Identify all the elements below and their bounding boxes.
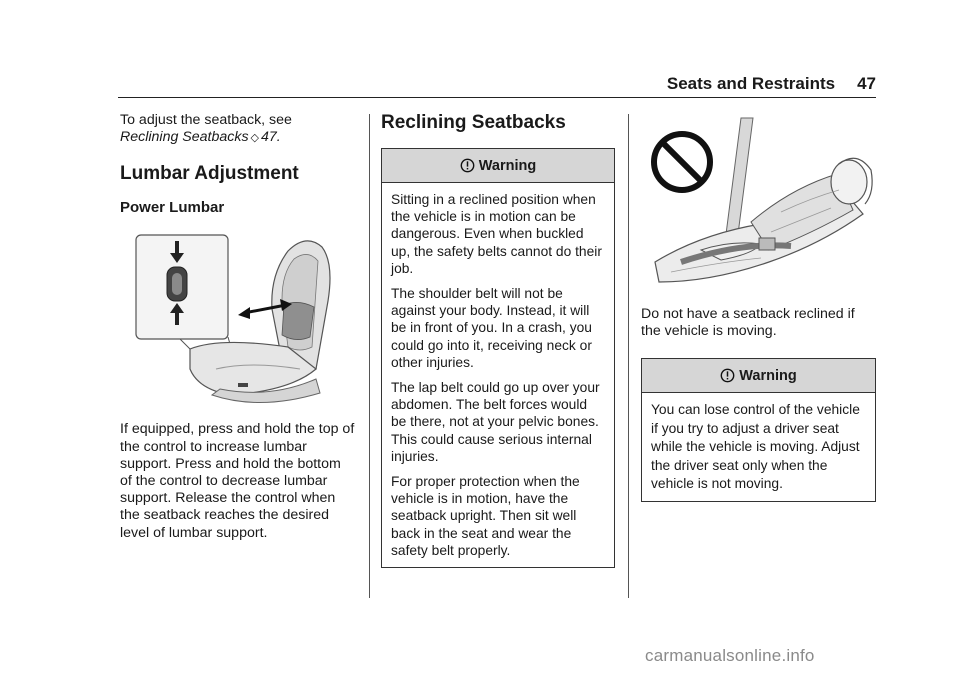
warning-box bbox=[641, 358, 876, 502]
warning-box bbox=[381, 148, 615, 568]
column-1 bbox=[120, 112, 356, 542]
power-lumbar-figure bbox=[120, 229, 356, 411]
warning-header bbox=[382, 149, 614, 183]
page-number: 47 bbox=[857, 74, 876, 93]
column-3 bbox=[641, 112, 876, 502]
intro-text: To adjust the seatback, see bbox=[120, 112, 292, 128]
cross-reference-link[interactable]: Reclining Seatbacks bbox=[120, 129, 249, 146]
warning-paragraph: The shoulder belt will not be against your body. Instead, it will be in front of you. In a crash, you could go into it, receiving neck or other injuries. bbox=[391, 286, 592, 370]
warning-paragraph: For proper protection when the vehicle is in motion, have the seatback upright. Then sit well back in the seat and wear the safety belt properly. bbox=[391, 474, 580, 558]
reclined-occupant-figure bbox=[641, 112, 876, 292]
warning-body bbox=[642, 393, 875, 501]
warning-paragraph: You can lose control of the vehicle if you try to adjust a driver seat while the vehicle is moving. Adjust the driver seat only when the vehicle is not moving. bbox=[651, 402, 860, 492]
lumbar-instructions: If equipped, press and hold the top of the control to increase lumbar support. Press and hold the bottom of the control to decrease lumbar support. Release the control when the seatback reaches the desired level of lumbar support. bbox=[120, 421, 355, 541]
cross-reference-page[interactable]: 47. bbox=[261, 129, 281, 146]
warning-body bbox=[382, 183, 614, 567]
warning-title: Warning bbox=[739, 367, 797, 384]
section-title: Seats and Restraints bbox=[666, 74, 836, 93]
heading-reclining-seatbacks: Reclining Seatbacks bbox=[381, 112, 566, 133]
site-watermark: carmanualsonline.info bbox=[645, 646, 815, 665]
column-divider bbox=[369, 114, 370, 598]
page-reference-icon: ◇ bbox=[250, 132, 260, 145]
warning-header bbox=[642, 359, 875, 393]
warning-title: Warning bbox=[478, 157, 537, 174]
intro-paragraph bbox=[120, 112, 356, 147]
warning-paragraph: The lap belt could go up over your abdomen. The belt forces would be there, not at your pelvic bones. This could cause serious internal injuries. bbox=[391, 380, 600, 464]
warning-icon bbox=[460, 158, 475, 173]
recline-note: Do not have a seatback reclined if the vehicle is moving. bbox=[641, 306, 855, 340]
power-seat-lumbar-illustration bbox=[120, 229, 356, 411]
page-header bbox=[118, 70, 876, 98]
column-2 bbox=[381, 112, 615, 568]
warning-paragraph: Sitting in a reclined position when the vehicle is in motion can be dangerous. Even when buckled up, the safety belts cannot do their job. bbox=[391, 192, 602, 276]
column-divider bbox=[628, 114, 629, 598]
warning-icon bbox=[720, 368, 735, 383]
heading-lumbar-adjustment: Lumbar Adjustment bbox=[120, 163, 299, 185]
reclined-occupant-prohibited-illustration bbox=[641, 112, 876, 292]
subheading-power-lumbar: Power Lumbar bbox=[120, 199, 225, 217]
